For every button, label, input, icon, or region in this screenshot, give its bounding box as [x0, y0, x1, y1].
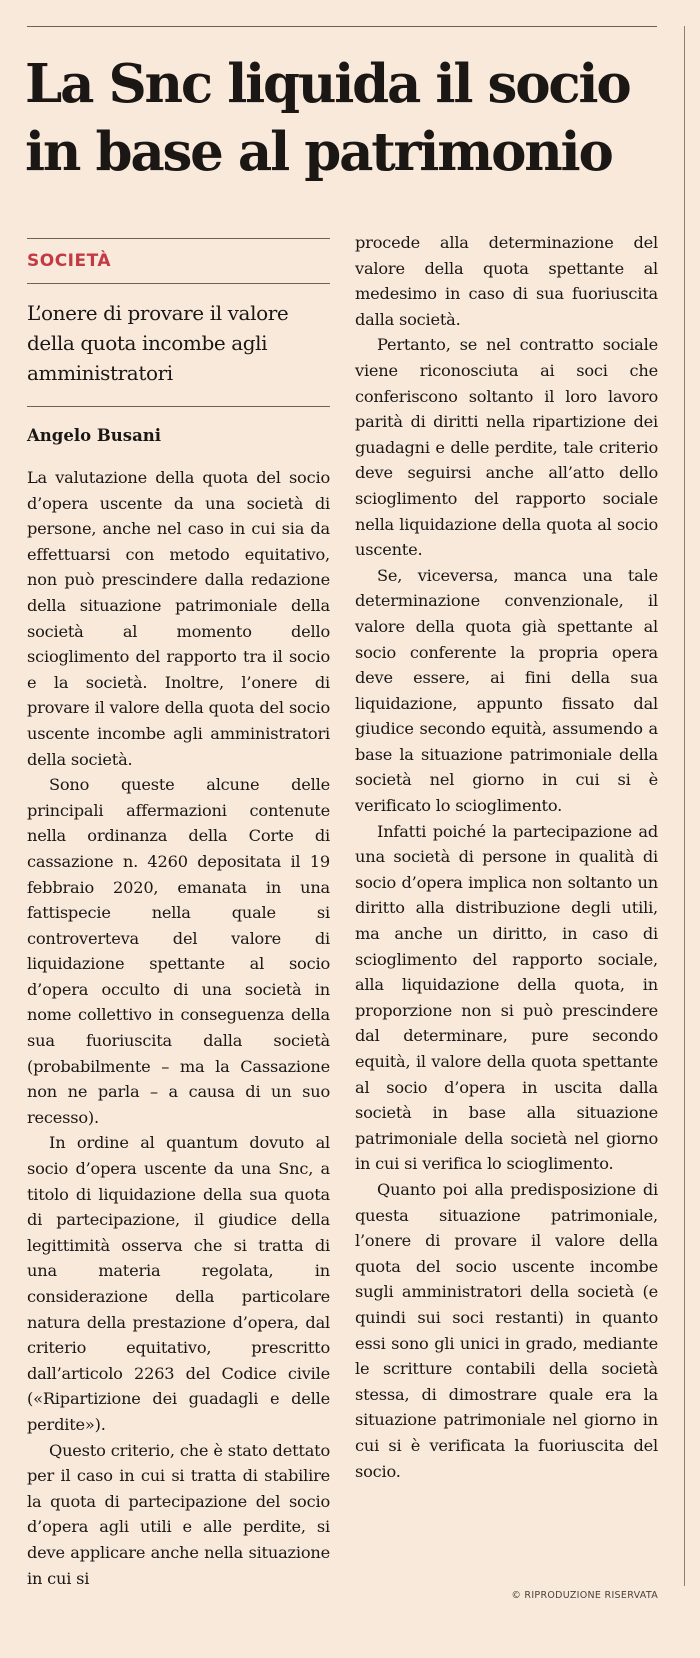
side-rule: [684, 26, 685, 1586]
paragraph: Questo criterio, che è stato dettato per il caso in cui si tratta di stabilire la quota di partecipazione del socio d’opera agli utili e alle perdite, si deve applicare anche nella situazione in cui si: [27, 1440, 330, 1588]
top-rule: [27, 26, 657, 27]
author-rule: [27, 406, 330, 407]
paragraph: Sono queste alcune delle principali affermazioni contenute nella ordinanza della Corte di cassazione n. 4260 depositata il 19 febbraio 2020, emanata in una fattispecie nella quale si controverteva del valore di liquidazione spettante al socio d’opera occulto di una società in nome collettivo in conseguenza della sua fuoriuscita dalla società (probabilmente – ma la Cassazione non ne parla – a causa di un suo recesso).: [27, 775, 330, 1127]
paragraph: Infatti poiché la partecipazione ad una società di persone in qualità di socio d’opera implica non soltanto un diritto alla distribuzione degli utili, ma anche un diritto, in caso di scioglimento del rapporto sociale, alla liquidazione della quota, in proporzione non si può prescindere dal determinare, pure secondo equità, il valore della quota spettante al socio d’opera in uscita dalla società in base alla situazione patrimoniale della società nel giorno in cui si verifica lo scioglimento.: [355, 821, 658, 1174]
section-rule-top: [27, 238, 330, 239]
paragraph: Se, viceversa, manca una tale determinazione convenzionale, il valore della quota già spettante al socio conferente la propria opera deve essere, ai fini della sua liquidazione, appunto fissato dal giudice secondo equità, assumendo a base la situazione patrimoniale della società nel giorno in cui si è verificato lo scioglimento.: [355, 565, 658, 816]
left-column: [27, 238, 330, 1591]
paragraph: La valutazione della quota del socio d’opera uscente da una società di persone, anche nel caso in cui sia da effettuarsi con metodo equitativo, non può prescindere dalla redazione della situazione patrimoniale della società al momento dello scioglimento del rapporto tra il socio e la società. Inoltre, l’onere di provare il valore della quota del socio uscente incombe agli amministratori della società.: [27, 468, 330, 769]
paragraph: Pertanto, se nel contratto sociale viene riconosciuta ai soci che conferiscono soltanto il loro lavoro parità di diritti nella ripartizione dei guadagni e delle perdite, tale criterio deve seguirsi anche all’atto dello scioglimento del rapporto sociale nella liquidazione della quota al socio uscente.: [355, 335, 658, 560]
paragraph: procede alla determinazione del valore della quota spettante al medesimo in caso di sua fuoriuscita dalla società.: [355, 233, 658, 329]
author-byline: Angelo Busani: [27, 426, 162, 445]
copyright-notice: © RIPRODUZIONE RISERVATA: [511, 1590, 658, 1601]
paragraph: In ordine al quantum dovuto al socio d’opera uscente da una Snc, a titolo di liquidazione della sua quota di partecipazione, il giudice della legittimità osserva che si tratta di una materia regolata, in considerazione della particolare natura della prestazione d’opera, dal criterio equitativo, prescritto dall’articolo 2263 del Codice civile («Ripartizione dei guadagli e delle perdite»).: [27, 1133, 330, 1434]
headline: La Snc liquida il socio in base al patrimonio: [25, 53, 630, 183]
left-body: [27, 465, 330, 1591]
paragraph: Quanto poi alla predisposizione di questa situazione patrimoniale, l’onere di provare il valore della quota del socio uscente incombe sugli amministratori della società (e quindi sui soci restanti) in quanto essi sono gli unici in grado, mediante le scritture contabili della società stessa, di dimostrare quale era la situazione patrimoniale nel giorno in cui si è verificata la fuoriuscita del socio.: [355, 1179, 658, 1481]
section-label: SOCIETÀ: [27, 251, 112, 271]
subtitle: L’onere di provare il valore della quota incombe agli amministratori: [27, 301, 289, 385]
right-column: [355, 230, 658, 1484]
section-rule-bottom: [27, 283, 330, 284]
